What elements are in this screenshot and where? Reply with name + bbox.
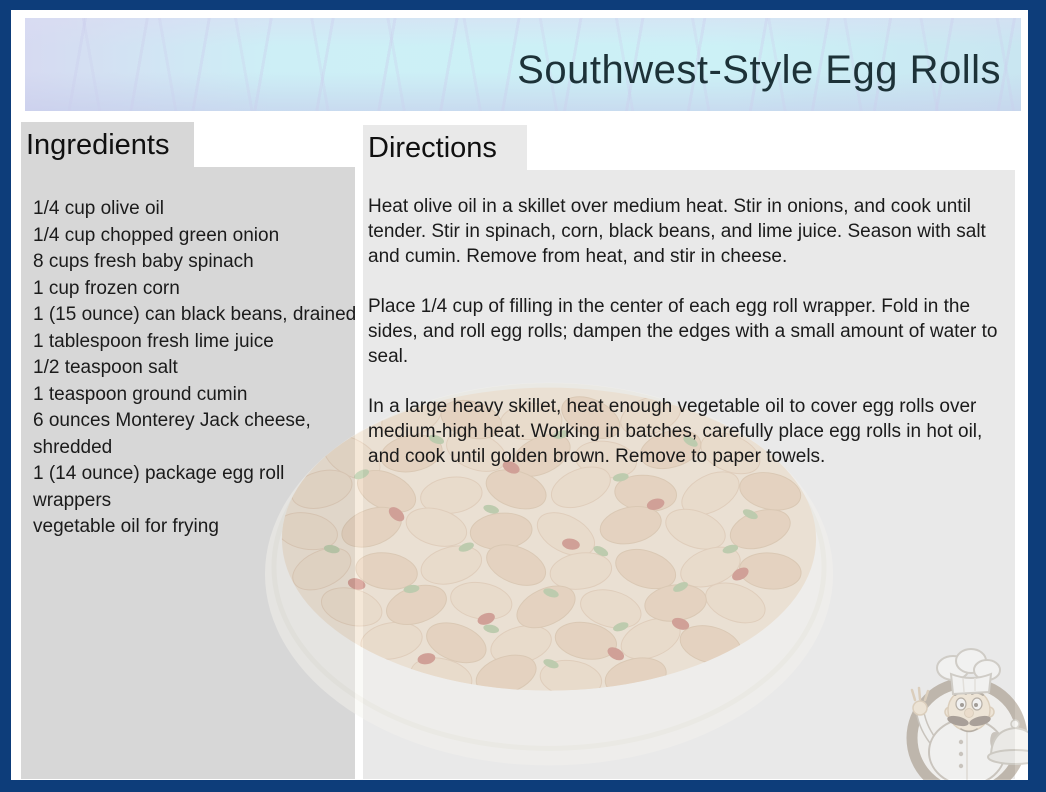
ingredient-item: 1 teaspoon ground cumin <box>33 383 248 405</box>
directions-heading <box>363 125 527 171</box>
ingredient-item: vegetable oil for frying <box>33 516 219 537</box>
ingredient-item: 1/4 cup chopped green onion <box>33 224 280 246</box>
page-title: Southwest-Style Egg Rolls <box>517 48 1001 92</box>
ingredients-heading-label: Ingredients <box>26 128 170 161</box>
recipe-page <box>11 10 1028 780</box>
ingredients-heading <box>21 122 194 168</box>
directions-heading-label: Directions <box>368 131 497 164</box>
directions-paragraph: In a large heavy skillet, heat enough vegetable oil to cover egg rolls over medium-high heat. Working in batches, carefully place egg rolls in hot oil, and cook until golden brown. Remove to paper towels. <box>368 396 983 467</box>
ingredient-item: 1/4 cup olive oil <box>33 198 164 219</box>
ingredient-item: 1 (14 ounce) package egg roll wrappers <box>33 463 285 511</box>
ingredient-item: 6 ounces Monterey Jack cheese, shredded <box>33 410 311 458</box>
title-banner <box>25 18 1021 111</box>
ingredient-item: 1 (15 ounce) can black beans, drained <box>33 304 357 325</box>
directions-text <box>368 194 1014 494</box>
ingredient-item: 1 cup frozen corn <box>33 277 180 299</box>
ingredients-list <box>33 196 365 541</box>
directions-paragraph: Place 1/4 cup of filling in the center of each egg roll wrapper. Fold in the sides, and roll egg rolls; dampen the edges with a small amount of water to seal. <box>368 296 998 367</box>
ingredient-item: 1/2 teaspoon salt <box>33 357 178 378</box>
ingredient-item: 8 cups fresh baby spinach <box>33 251 254 272</box>
chef-logo-watermark <box>895 638 1028 780</box>
ingredient-item: 1 tablespoon fresh lime juice <box>33 330 274 352</box>
directions-paragraph: Heat olive oil in a skillet over medium heat. Stir in onions, and cook until tender. Stir in spinach, corn, black beans, and lime juice. Season with salt and cumin. Remove from heat, and stir in cheese. <box>368 196 986 267</box>
